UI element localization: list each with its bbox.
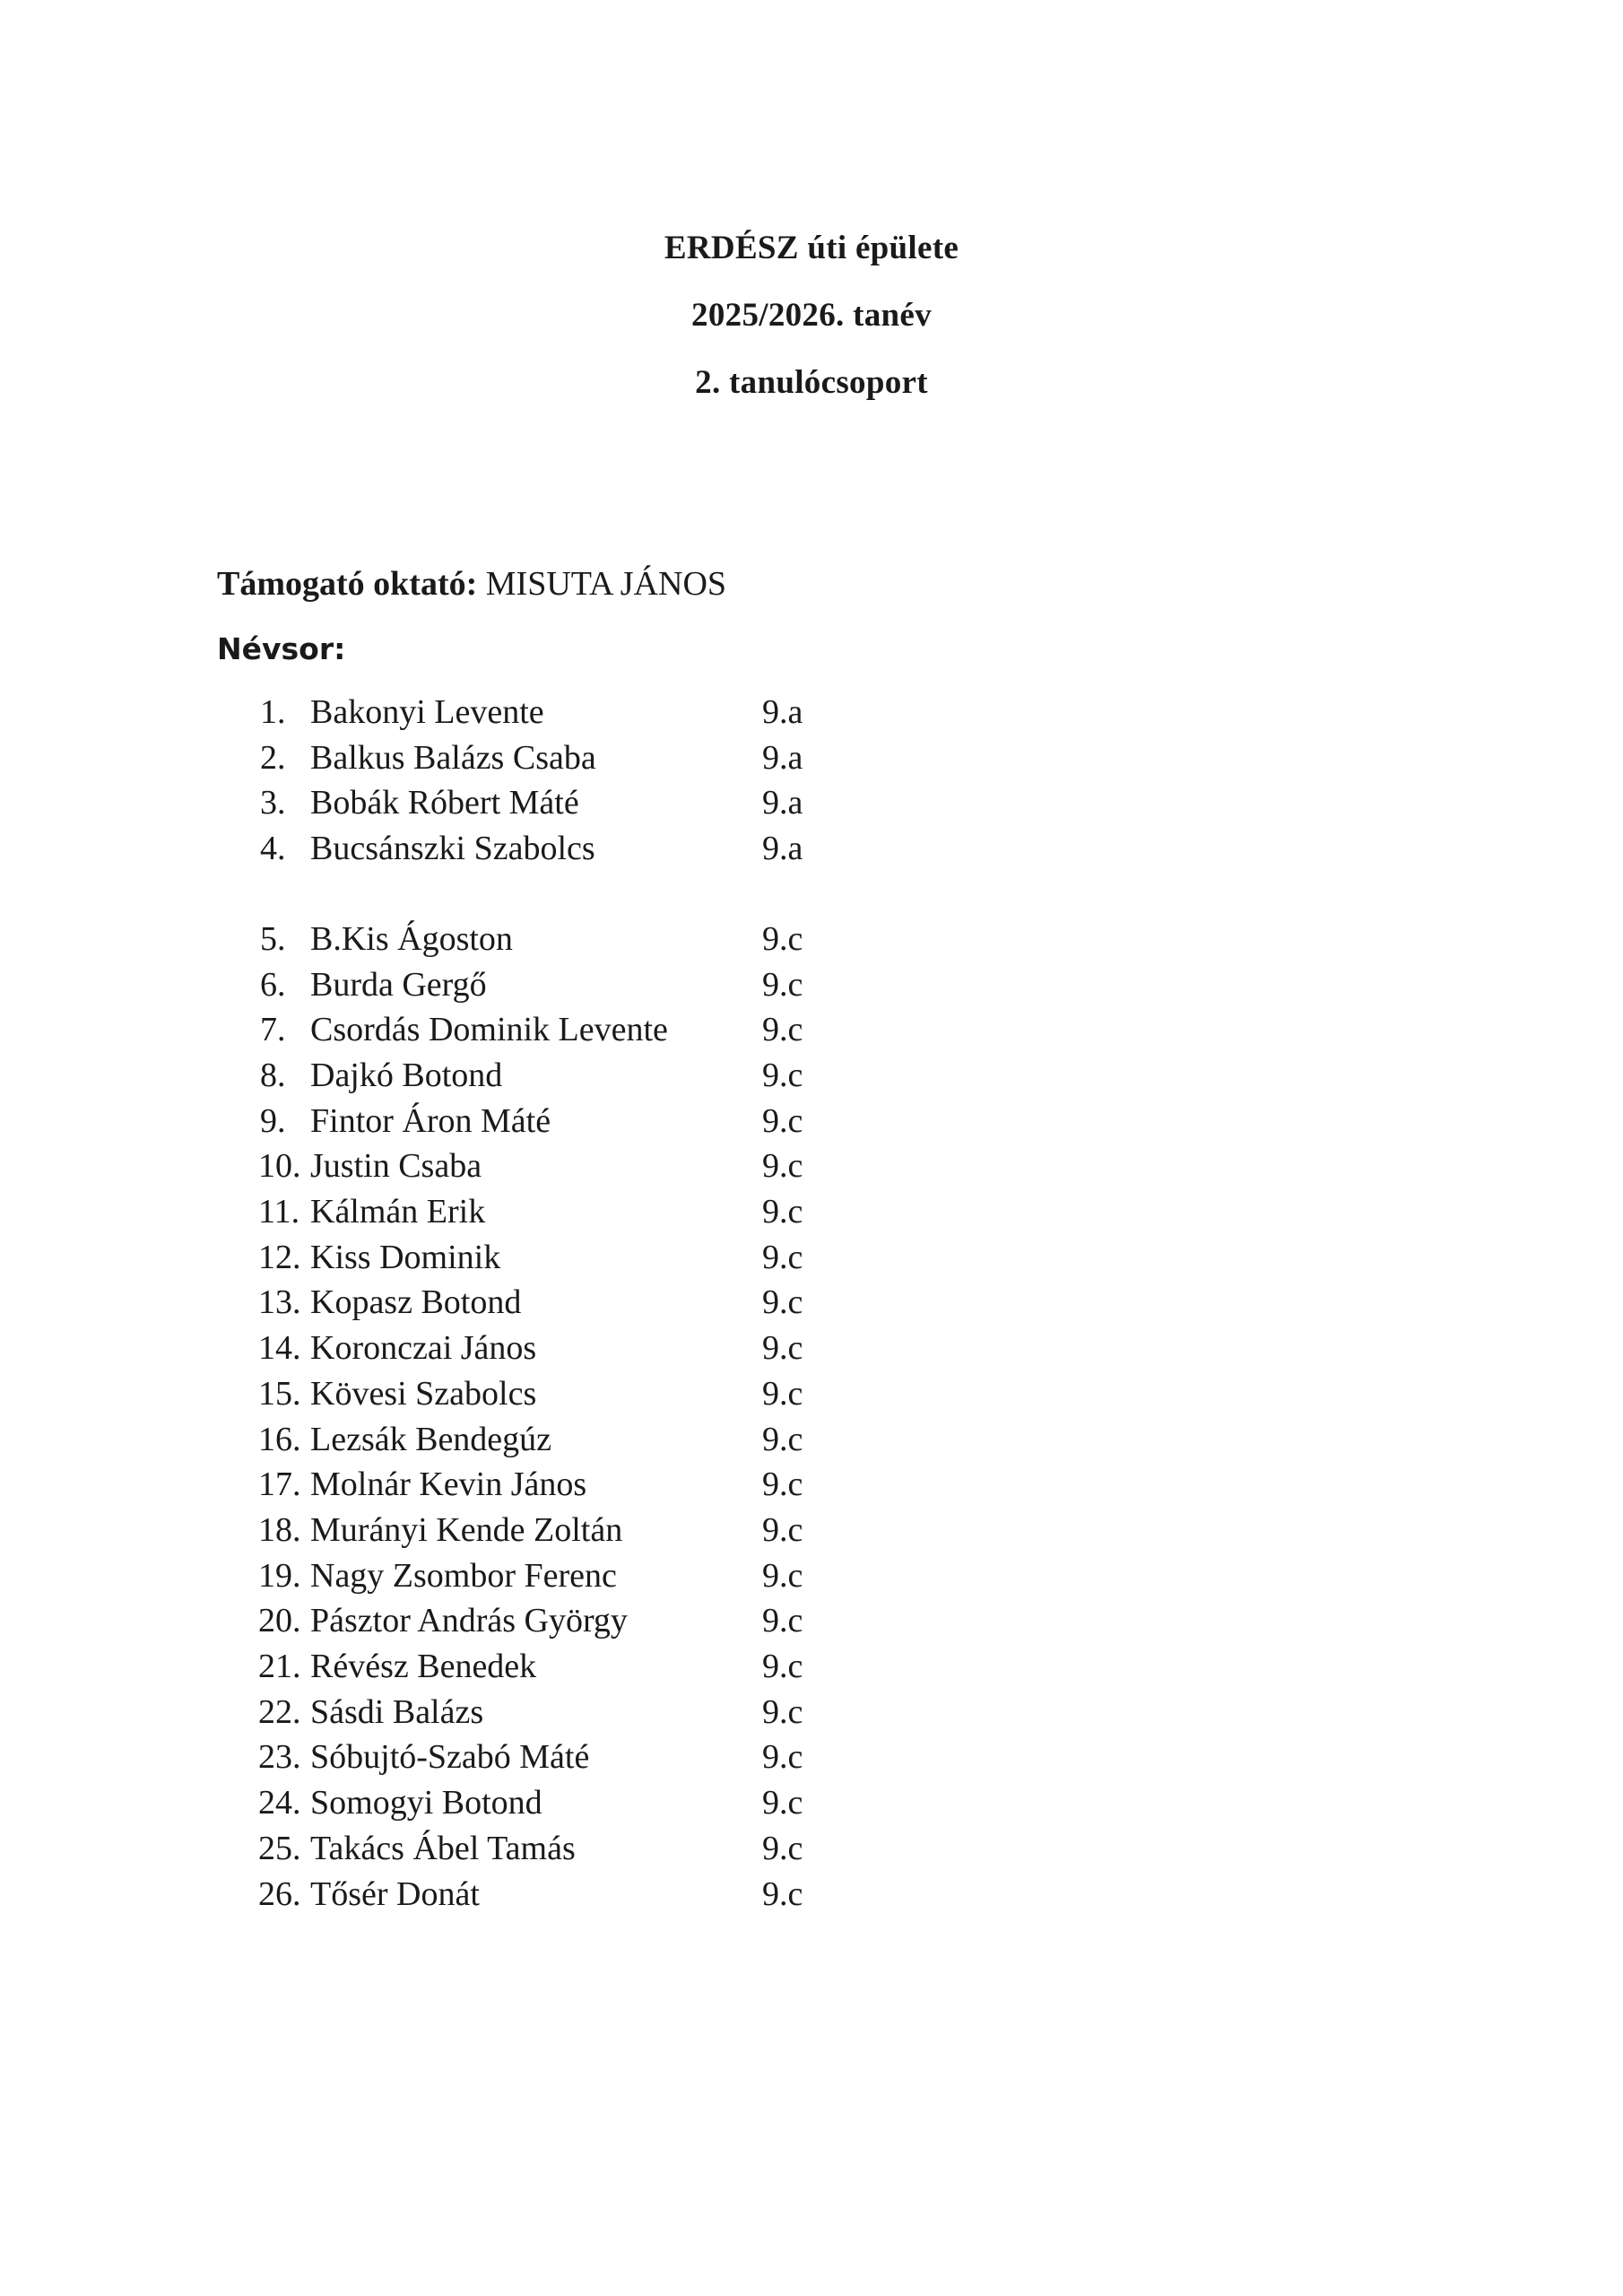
student-class: 9.c [762,1511,803,1549]
list-item [0,1645,1623,1688]
student-name: Bobák Róbert Máté [310,784,579,822]
list-item [0,827,1623,870]
student-number: 8. [260,1057,286,1094]
student-class: 9.c [762,920,803,958]
list-item [0,691,1623,734]
student-name: Burda Gergő [310,966,487,1004]
student-class: 9.c [762,1830,803,1867]
student-number: 18. [258,1511,301,1549]
student-name: Kövesi Szabolcs [310,1375,537,1413]
student-number: 16. [258,1421,301,1458]
building-title: ERDÉSZ úti épülete [664,230,959,266]
student-name: Sóbujtó-Szabó Máté [310,1738,590,1776]
student-number: 2. [260,739,286,777]
list-item [0,736,1623,779]
student-name: Nagy Zsombor Ferenc [310,1557,617,1595]
student-number: 6. [260,966,286,1004]
student-name: Csordás Dominik Levente [310,1011,668,1048]
roster-label: Névsor: [217,631,346,666]
list-item [0,1100,1623,1143]
student-number: 20. [258,1602,301,1639]
group-title: 2. tanulócsoport [695,364,928,401]
student-class: 9.c [762,1738,803,1776]
student-class: 9.c [762,1465,803,1503]
teacher-name: MISUTA JÁNOS [485,565,727,603]
student-name: Fintor Áron Máté [310,1102,551,1140]
student-name: Lezsák Bendegúz [310,1421,552,1458]
student-number: 13. [258,1283,301,1321]
student-name: Kopasz Botond [310,1283,522,1321]
student-class: 9.c [762,1147,803,1185]
list-item [0,781,1623,824]
student-number: 14. [258,1329,301,1367]
list-item [0,1781,1623,1824]
student-number: 22. [258,1693,301,1731]
student-name: Somogyi Botond [310,1784,542,1822]
student-name: Bucsánszki Szabolcs [310,830,595,867]
student-class: 9.c [762,1602,803,1639]
student-name: Bakonyi Levente [310,693,544,731]
student-class: 9.c [762,1239,803,1276]
list-item [0,1463,1623,1506]
student-class: 9.c [762,1057,803,1094]
school-year: 2025/2026. tanév [691,297,932,334]
student-class: 9.c [762,1375,803,1413]
student-number: 7. [260,1011,286,1048]
student-class: 9.c [762,1421,803,1458]
student-class: 9.c [762,1329,803,1367]
student-class: 9.c [762,1193,803,1231]
student-class: 9.c [762,1557,803,1595]
student-name: Balkus Balázs Csaba [310,739,596,777]
student-number: 17. [258,1465,301,1503]
student-number: 1. [260,693,286,731]
list-item [0,1554,1623,1597]
list-item [0,1418,1623,1461]
student-number: 26. [258,1875,301,1913]
student-name: Murányi Kende Zoltán [310,1511,623,1549]
student-name: Kiss Dominik [310,1239,501,1276]
student-name: B.Kis Ágoston [310,920,513,958]
student-class: 9.c [762,1283,803,1321]
student-name: Sásdi Balázs [310,1693,484,1731]
list-item [0,1827,1623,1870]
list-item [0,1008,1623,1051]
student-number: 11. [258,1193,300,1231]
student-name: Koronczai János [310,1329,537,1367]
teacher-label: Támogató oktató: [217,565,478,603]
list-item [0,1691,1623,1734]
student-name: Molnár Kevin János [310,1465,587,1503]
list-item [0,1326,1623,1370]
student-number: 24. [258,1784,301,1822]
list-item [0,1190,1623,1233]
teacher-line [217,563,726,604]
student-class: 9.c [762,1784,803,1822]
list-item [0,918,1623,961]
list-item [0,1281,1623,1324]
student-number: 21. [258,1648,301,1685]
list-item [0,1144,1623,1187]
student-number: 15. [258,1375,301,1413]
student-class: 9.c [762,1011,803,1048]
student-name: Justin Csaba [310,1147,482,1185]
student-number: 19. [258,1557,301,1595]
student-class: 9.a [762,693,803,731]
student-number: 12. [258,1239,301,1276]
student-number: 5. [260,920,286,958]
student-name: Pásztor András György [310,1602,628,1639]
student-number: 9. [260,1102,286,1140]
student-name: Tősér Donát [310,1875,480,1913]
list-item [0,1599,1623,1642]
student-class: 9.c [762,1648,803,1685]
student-class: 9.c [762,966,803,1004]
student-class: 9.a [762,739,803,777]
student-class: 9.c [762,1875,803,1913]
student-class: 9.a [762,830,803,867]
student-number: 3. [260,784,286,822]
list-item [0,1054,1623,1097]
student-name: Révész Benedek [310,1648,537,1685]
student-name: Kálmán Erik [310,1193,486,1231]
list-item [0,1372,1623,1415]
student-number: 25. [258,1830,301,1867]
list-item [0,963,1623,1006]
list-item [0,1509,1623,1552]
student-number: 4. [260,830,286,867]
student-name: Takács Ábel Tamás [310,1830,576,1867]
student-number: 10. [258,1147,301,1185]
list-item [0,1236,1623,1279]
student-class: 9.c [762,1693,803,1731]
student-name: Dajkó Botond [310,1057,503,1094]
student-class: 9.a [762,784,803,822]
student-number: 23. [258,1738,301,1776]
student-class: 9.c [762,1102,803,1140]
list-item [0,1735,1623,1779]
list-item [0,1873,1623,1916]
